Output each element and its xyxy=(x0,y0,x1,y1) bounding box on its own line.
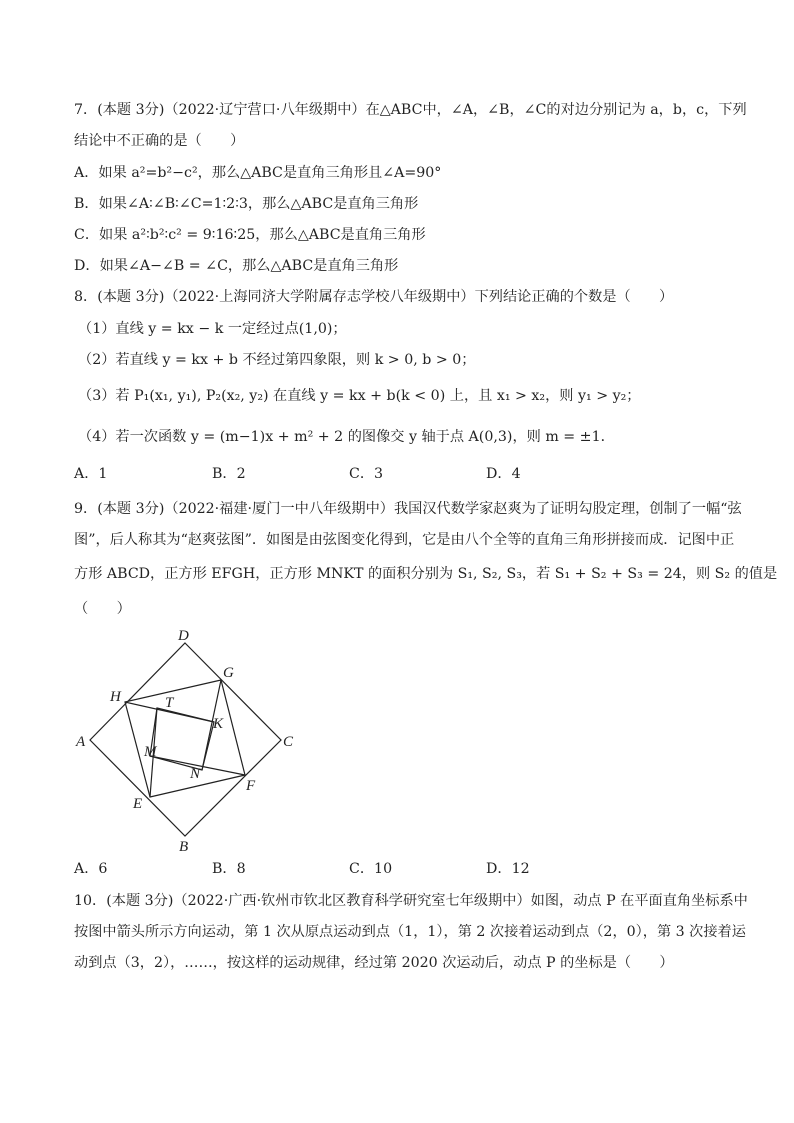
q8-statement-2: （2）若直线 y = kx + b 不经过第四象限，则 k > 0, b > 0； xyxy=(78,352,476,368)
label-e: E xyxy=(133,796,143,812)
label-k: K xyxy=(213,716,224,732)
q9-option-d: D．12 xyxy=(486,861,530,877)
q7-option-a: A．如果 a²=b²−c²，那么△ABC是直角三角形且∠A=90° xyxy=(74,165,442,181)
label-c: C xyxy=(283,734,294,750)
label-g: G xyxy=(223,665,234,681)
q8-stem: 8．(本题 3分)（2022·上海同济大学附属存志学校八年级期中）下列结论正确的个数是（ ） xyxy=(74,289,674,305)
label-a: A xyxy=(76,734,86,750)
square-efgh xyxy=(125,680,245,797)
q9-stem-line1: 9．(本题 3分)（2022·福建·厦门一中八年级期中）我国汉代数学家赵爽为了证明勾股定理，创制了一幅“弦 xyxy=(74,501,742,517)
zhao-shuang-diagram xyxy=(60,617,310,857)
q9-stem-line4: （ ） xyxy=(74,601,131,617)
q8-option-a: A．1 xyxy=(74,466,108,482)
label-h: H xyxy=(110,689,121,705)
q8-option-b: B．2 xyxy=(212,466,246,482)
square-abcd xyxy=(90,643,281,836)
label-t: T xyxy=(165,695,174,711)
q7-stem-line1: 7．(本题 3分)（2022·辽宁营口·八年级期中）在△ABC中，∠A，∠B，∠C的对边分别记为 a，b，c，下列 xyxy=(74,102,747,118)
q7-option-b: B．如果∠A∶∠B∶∠C=1∶2∶3，那么△ABC是直角三角形 xyxy=(74,196,419,212)
q8-option-d: D．4 xyxy=(486,466,521,482)
q9-stem-line3: 方形 ABCD，正方形 EFGH，正方形 MNKT 的面积分别为 S₁, S₂, S₃，若 S₁ + S₂ + S₃ = 24，则 S₂ 的值是 xyxy=(74,566,778,582)
label-b: B xyxy=(179,839,189,855)
q8-option-c: C．3 xyxy=(349,466,384,482)
q9-option-c: C．10 xyxy=(349,861,393,877)
label-f: F xyxy=(246,778,256,794)
q8-statement-1: （1）直线 y = kx − k 一定经过点(1,0)； xyxy=(78,321,347,337)
q7-option-c: C．如果 a²∶b²∶c² = 9∶16∶25，那么△ABC是直角三角形 xyxy=(74,227,426,243)
q10-stem-line1: 10．(本题 3分)（2022·广西·钦州市钦北区教育科学研究室七年级期中）如图，动点 P 在平面直角坐标系中 xyxy=(74,893,748,909)
q8-statement-3: （3）若 P₁(x₁, y₁), P₂(x₂, y₂) 在直线 y = kx + b(k < 0) 上，且 x₁ > x₂，则 y₁ > y₂； xyxy=(78,388,641,404)
label-m: M xyxy=(144,744,157,760)
q9-stem-line2: 图”，后人称其为“赵爽弦图”．如图是由弦图变化得到，它是由八个全等的直角三角形拼接而成．记图中正 xyxy=(74,532,735,548)
q9-option-b: B．8 xyxy=(212,861,246,877)
q7-stem-line2: 结论中不正确的是（ ） xyxy=(74,133,245,149)
label-d: D xyxy=(178,628,189,644)
q8-statement-4: （4）若一次函数 y = (m−1)x + m² + 2 的图像交 y 轴于点 A(0,3)，则 m = ±1． xyxy=(78,429,615,445)
label-n: N xyxy=(190,766,201,782)
q7-option-d: D．如果∠A−∠B = ∠C，那么△ABC是直角三角形 xyxy=(74,258,399,274)
q9-option-a: A．6 xyxy=(74,861,108,877)
q10-stem-line2: 按图中箭头所示方向运动，第 1 次从原点运动到点（1，1），第 2 次接着运动到点（2，0），第 3 次接着运 xyxy=(74,924,746,940)
q10-stem-line3: 动到点（3，2），……，按这样的运动规律，经过第 2020 次运动后，动点 P 的坐标是（ ） xyxy=(74,955,674,971)
